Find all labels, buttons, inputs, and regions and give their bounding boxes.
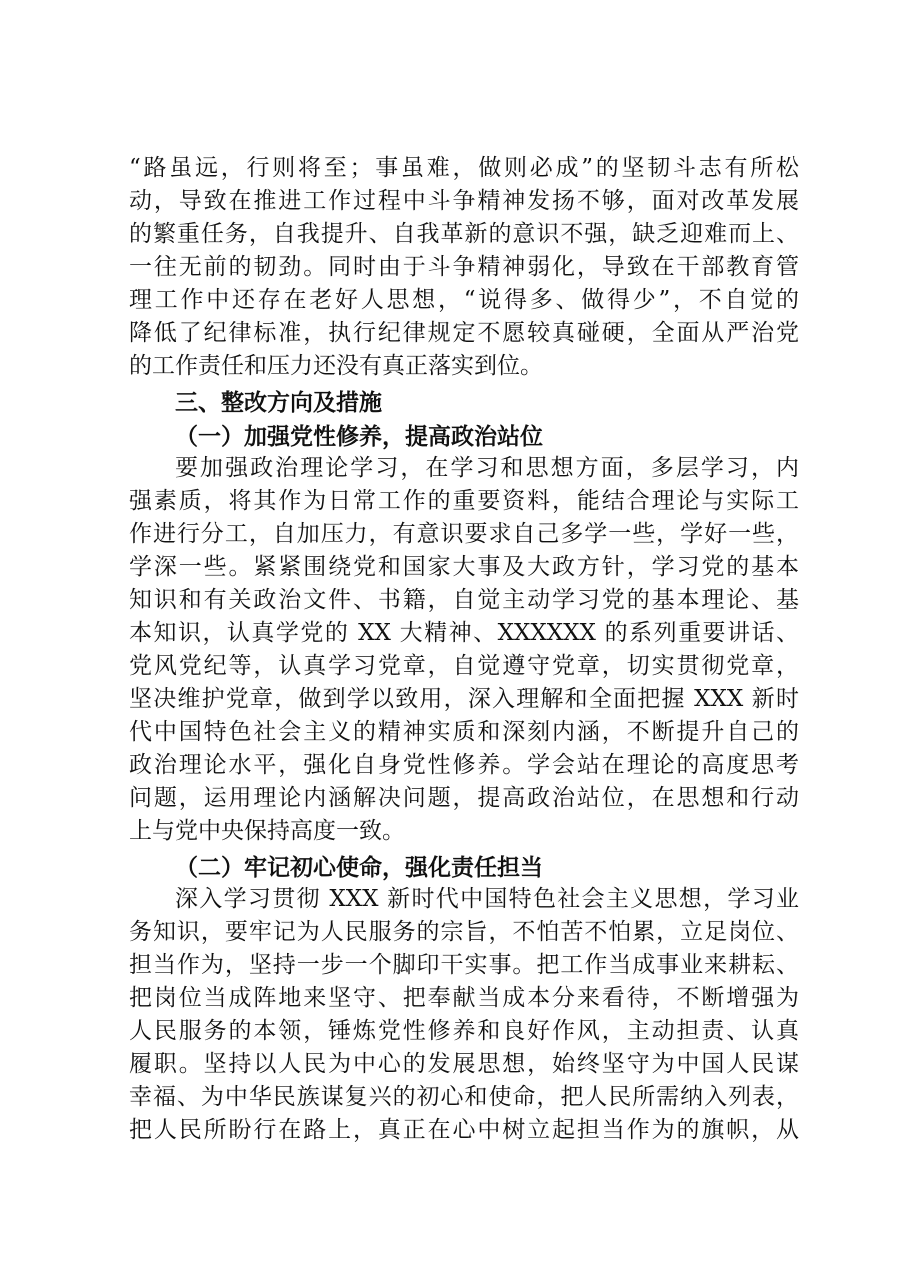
body-text-line: 的繁重任务，自我提升、自我革新的意识不强，缺乏迎难而上、 xyxy=(129,221,799,247)
body-text-line: 代中国特色社会主义的精神实质和深刻内涵，不断提升自己的 xyxy=(129,719,799,745)
body-text-line: 降低了纪律标准，执行纪律规定不愿较真碰硬，全面从严治党 xyxy=(129,320,799,346)
body-text-line: 上与党中央保持高度一致。 xyxy=(129,818,405,844)
body-text-line: 担当作为，坚持一步一个脚印干实事。把工作当成事业来耕耘、 xyxy=(129,952,799,978)
body-text-line: 坚决维护党章，做到学以致用，深入理解和全面把握 XXX 新时 xyxy=(129,686,799,712)
body-text-line: 作进行分工，自加压力，有意识要求自己多学一些，学好一些， xyxy=(129,521,799,547)
subsection-heading: （二）牢记初心使命，强化责任担当 xyxy=(175,854,543,881)
body-text-line: 学深一些。紧紧围绕党和国家大事及大政方针，学习党的基本 xyxy=(129,554,799,580)
body-text-line: 履职。坚持以人民为中心的发展思想，始终坚守为中国人民谋 xyxy=(129,1051,799,1077)
body-text-line: 幸福、为中华民族谋复兴的初心和使命，把人民所需纳入列表， xyxy=(129,1084,799,1110)
body-text-line: 人民服务的本领，锤炼党性修养和良好作风，主动担责、认真 xyxy=(129,1018,799,1044)
body-text-line: 党风党纪等，认真学习党章，自觉遵守党章，切实贯彻党章， xyxy=(129,653,799,679)
body-text-line: 知识和有关政治文件、书籍，自觉主动学习党的基本理论、基 xyxy=(129,587,799,613)
body-text-line: 把岗位当成阵地来坚守、把奉献当成本分来看待，不断增强为 xyxy=(129,985,799,1011)
subsection-heading: （一）加强党性修养，提高政治站位 xyxy=(175,423,543,450)
body-text-line: 把人民所盼行在路上，真正在心中树立起担当作为的旗帜，从 xyxy=(129,1117,799,1143)
body-text-line: 要加强政治理论学习，在学习和思想方面，多层学习，内 xyxy=(175,455,799,481)
body-text-line: 一往无前的韧劲。同时由于斗争精神弱化，导致在干部教育管 xyxy=(129,254,799,280)
section-heading: 三、整改方向及措施 xyxy=(175,390,382,416)
body-text-line: 的工作责任和压力还没有真正落实到位。 xyxy=(129,353,543,379)
body-text-line: 理工作中还存在老好人思想，“说得多、做得少”，不自觉的 xyxy=(129,287,799,313)
body-text-line: “路虽远，行则将至；事虽难，做则必成”的坚韧斗志有所松 xyxy=(129,155,799,181)
body-text-line: 强素质，将其作为日常工作的重要资料，能结合理论与实际工 xyxy=(129,488,799,514)
body-text-line: 本知识，认真学党的 XX 大精神、XXXXXX 的系列重要讲话、 xyxy=(129,620,799,646)
body-text-line: 政治理论水平，强化自身党性修养。学会站在理论的高度思考 xyxy=(129,752,799,778)
body-text-line: 深入学习贯彻 XXX 新时代中国特色社会主义思想，学习业 xyxy=(175,886,799,912)
body-text-line: 动，导致在推进工作过程中斗争精神发扬不够，面对改革发展 xyxy=(129,188,799,214)
body-text-line: 务知识，要牢记为人民服务的宗旨，不怕苦不怕累，立足岗位、 xyxy=(129,919,799,945)
body-text-line: 问题，运用理论内涵解决问题，提高政治站位，在思想和行动 xyxy=(129,785,799,811)
